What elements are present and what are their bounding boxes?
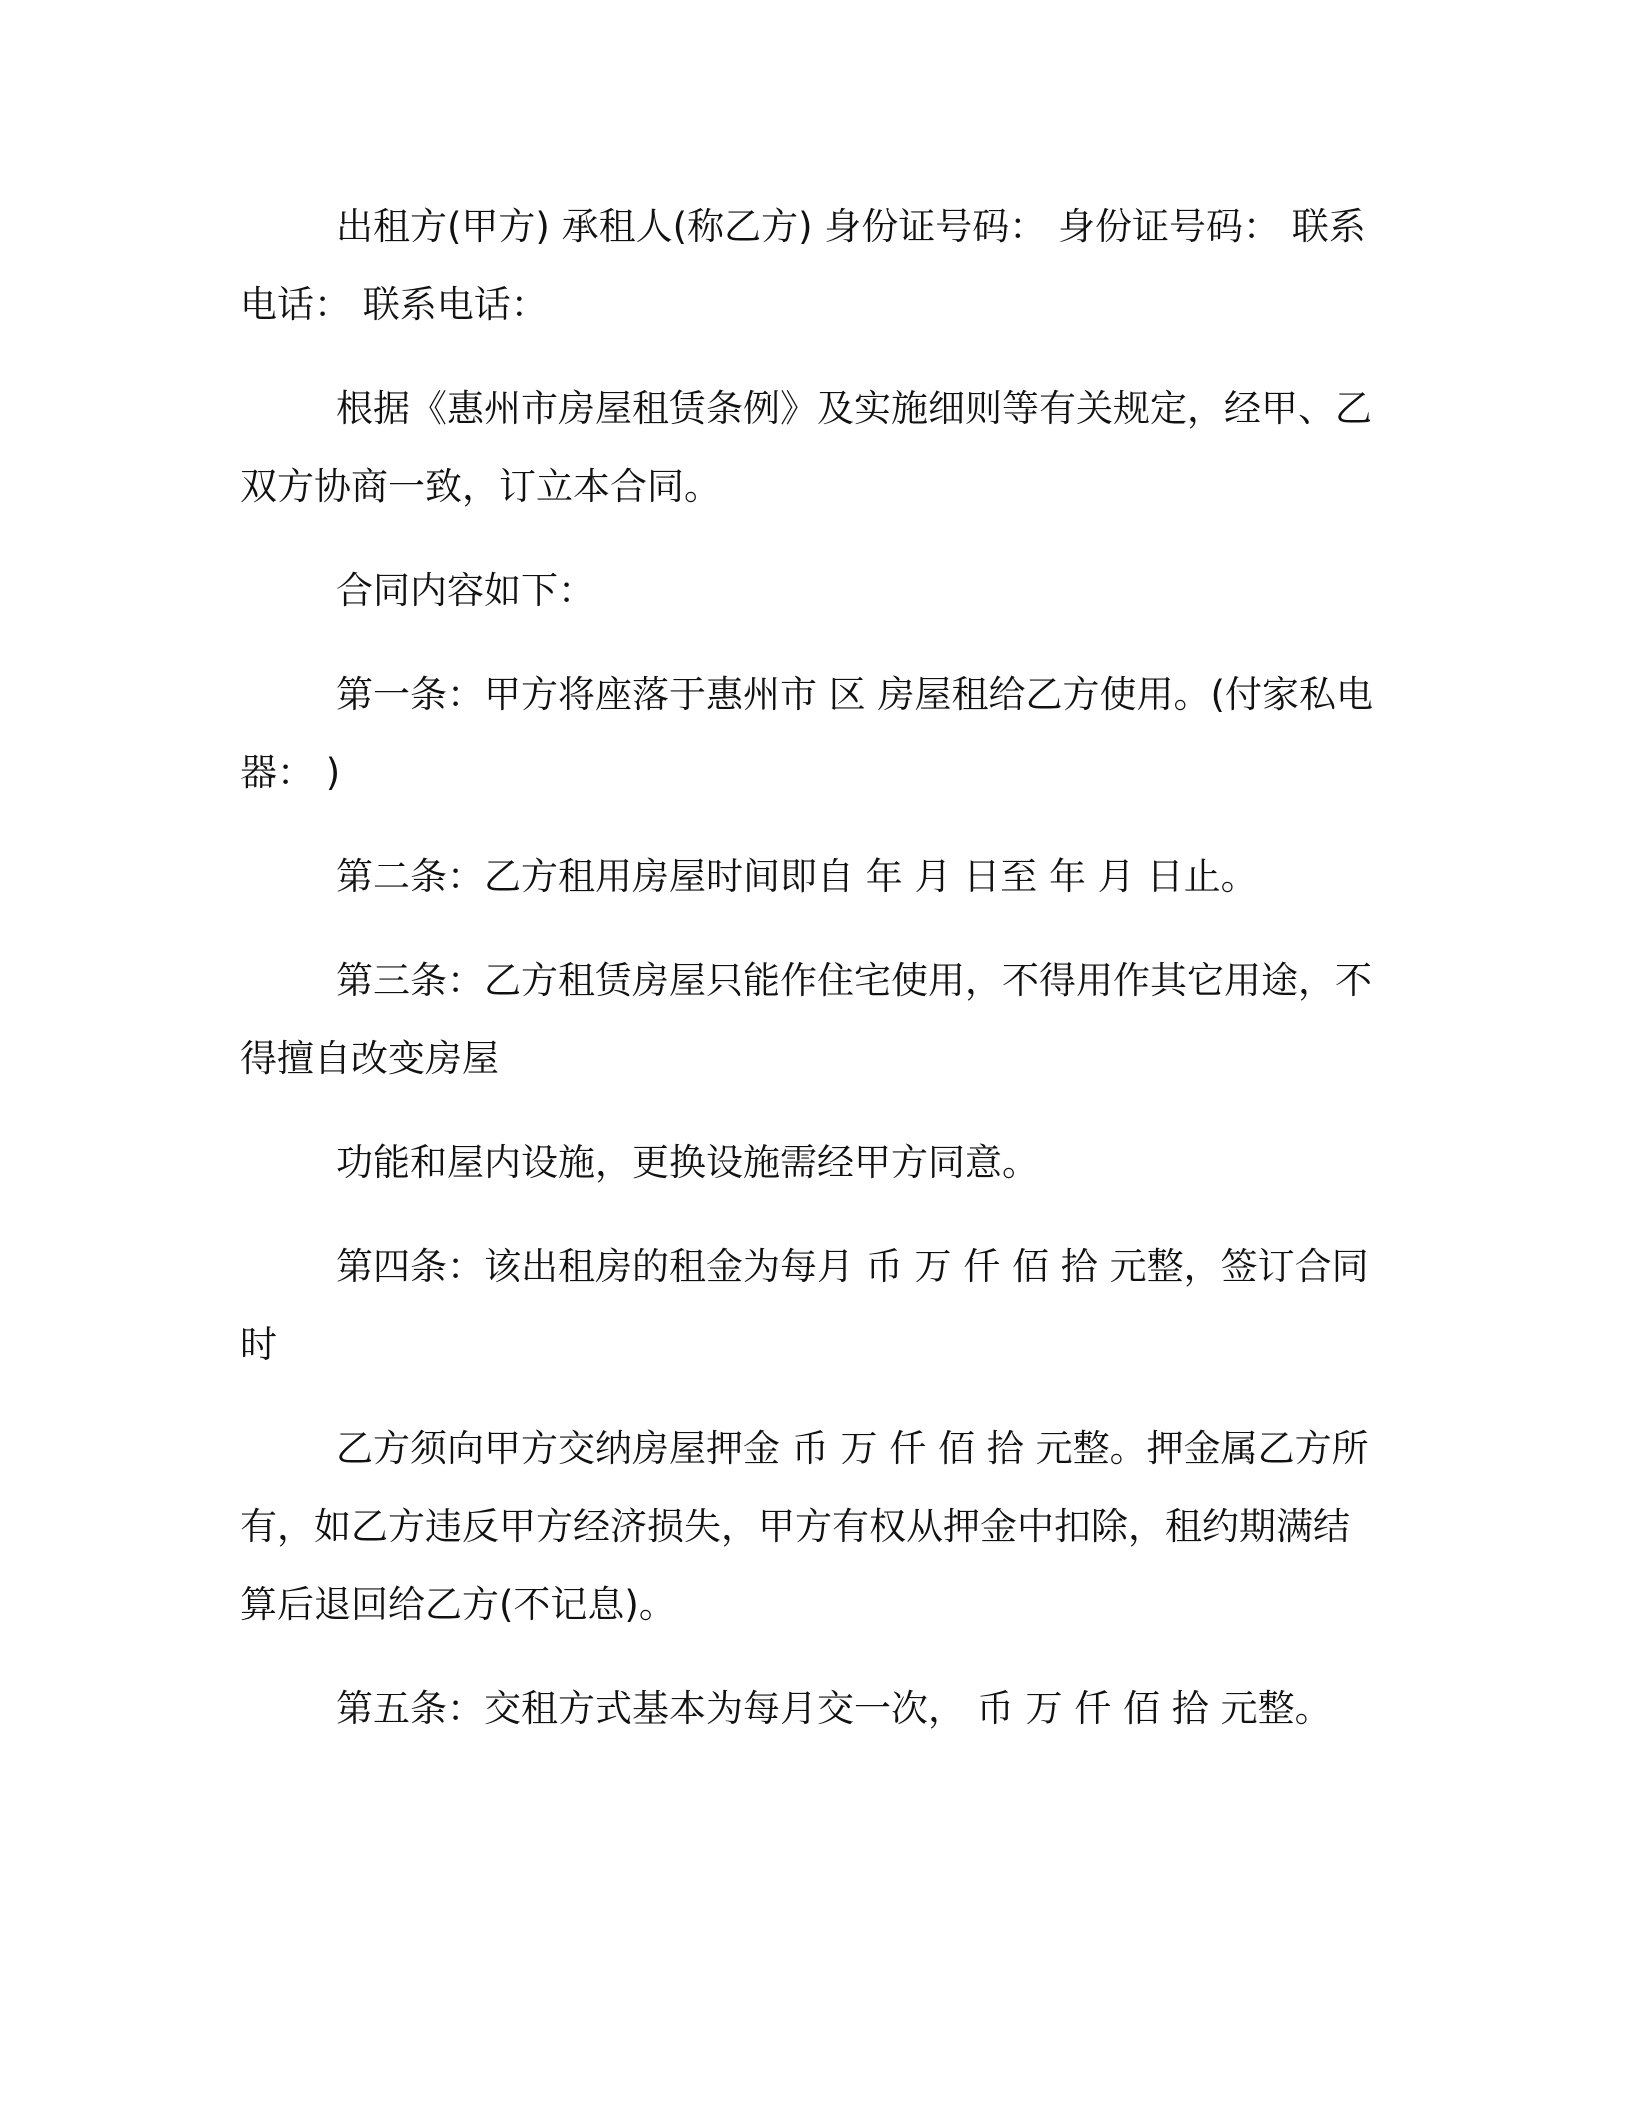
article-4-paragraph: 第四条：该出租房的租金为每月 币 万 仟 佰 拾 元整，签订合同时 [240, 1245, 1369, 1366]
article-1-paragraph: 第一条：甲方将座落于惠州市 区 房屋租给乙方使用。(付家私电器： ) [240, 673, 1373, 794]
article-5-paragraph: 第五条：交租方式基本为每月交一次， 币 万 仟 佰 拾 元整。 [336, 1687, 1332, 1730]
parties-paragraph: 出租方(甲方) 承租人(称乙方) 身份证号码： 身份证号码： 联系电话： 联系电话： [240, 205, 1366, 326]
deposit-paragraph: 乙方须向甲方交纳房屋押金 币 万 仟 佰 拾 元整。押金属乙方所有，如乙方违反甲方经济损失，甲方有权从押金中扣除，租约期满结算后退回给乙方(不记息)。 [240, 1427, 1369, 1626]
legal-basis-paragraph: 根据《惠州市房屋租赁条例》及实施细则等有关规定，经甲、乙双方协商一致，订立本合同。 [240, 387, 1372, 508]
contract-body [240, 188, 1380, 1748]
article-2-paragraph: 第二条：乙方租用房屋时间即自 年 月 日至 年 月 日止。 [336, 855, 1258, 898]
article-3-continuation-paragraph: 功能和屋内设施，更换设施需经甲方同意。 [336, 1141, 1039, 1184]
article-3-paragraph: 第三条：乙方租赁房屋只能作住宅使用，不得用作其它用途，不得擅自改变房屋 [240, 959, 1372, 1080]
contents-heading: 合同内容如下： [336, 569, 595, 612]
